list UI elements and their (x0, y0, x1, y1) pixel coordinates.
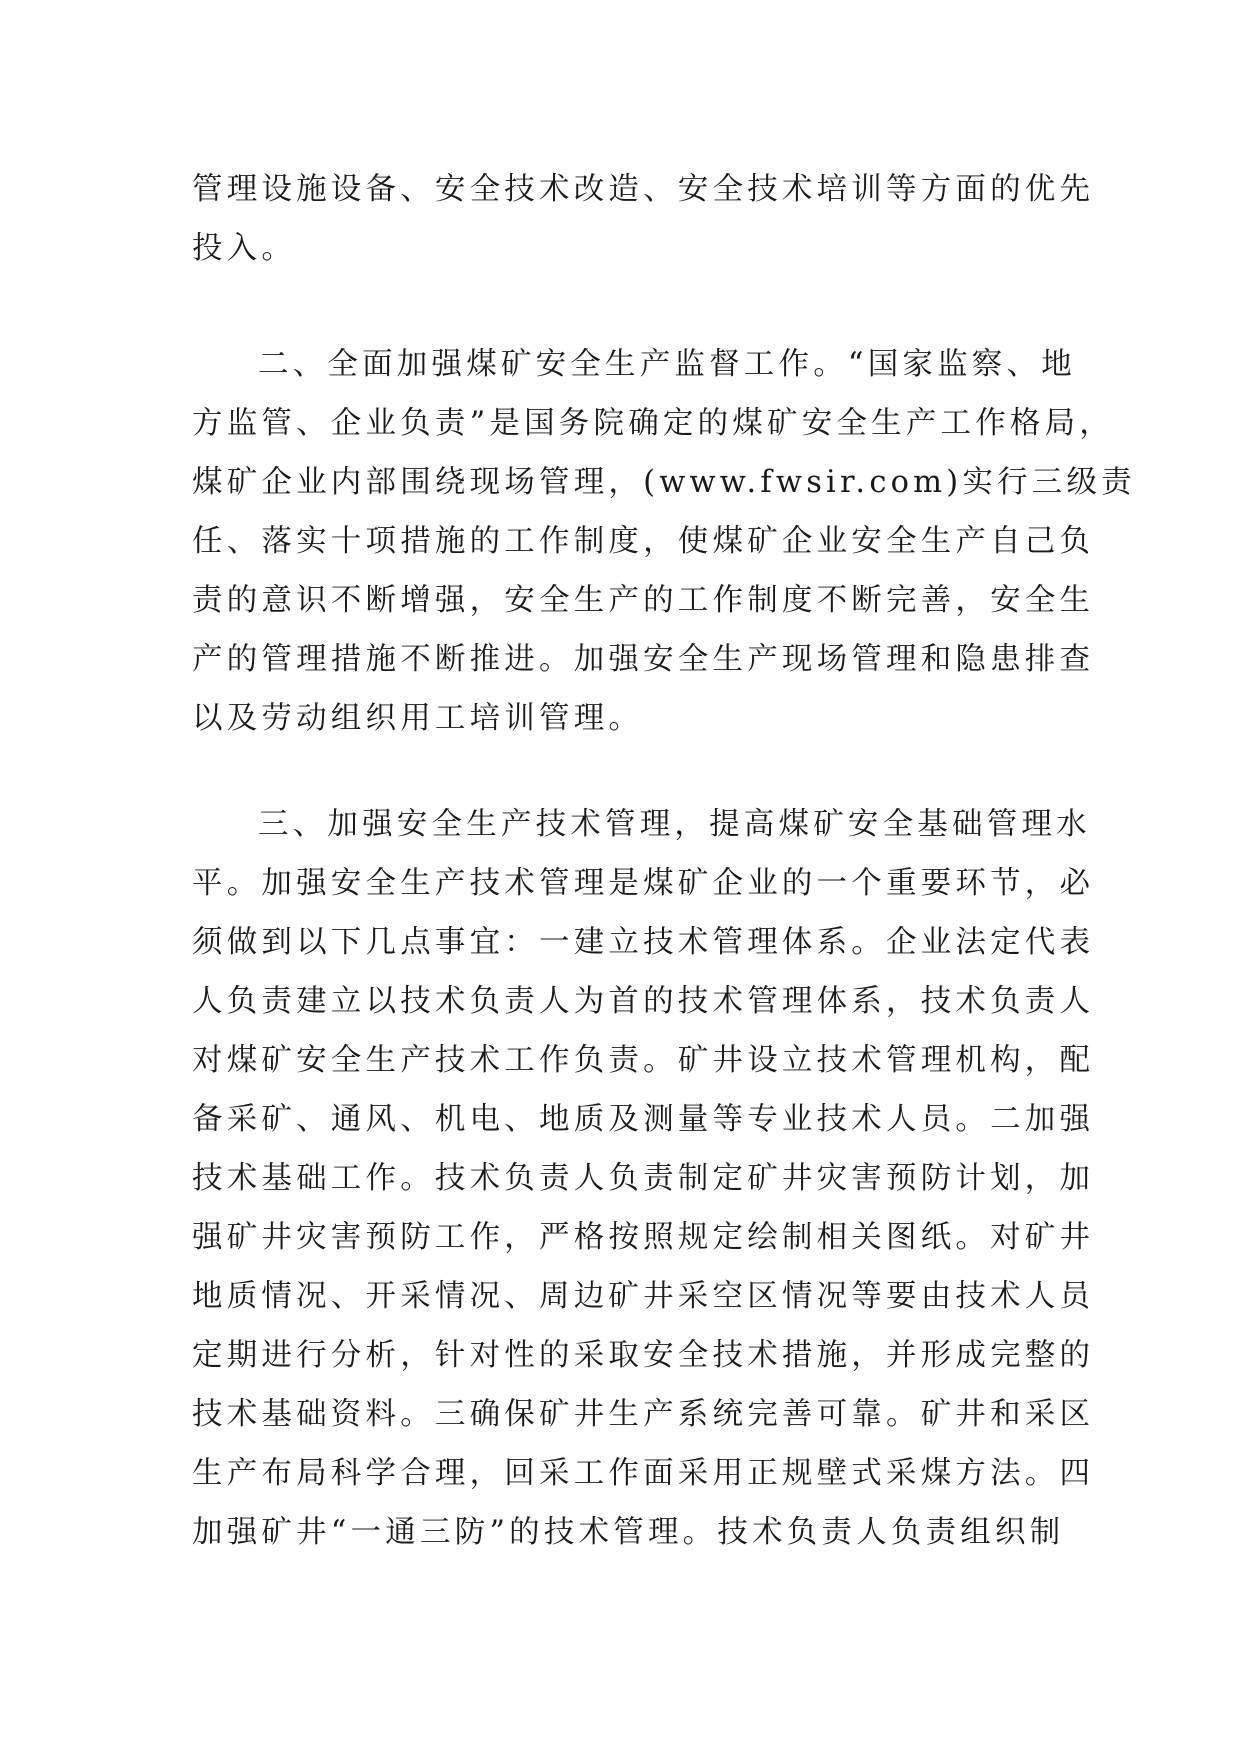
text-line: 生产布局科学合理，回采工作面采用正规壁式采煤方法。四 (192, 1456, 1095, 1491)
text-line: 强矿井灾害预防工作，严格按照规定绘制相关图纸。对矿井 (192, 1220, 1095, 1255)
text-line: 备采矿、通风、机电、地质及测量等专业技术人员。二加强 (192, 1102, 1095, 1137)
text-line: 须做到以下几点事宜：一建立技术管理体系。企业法定代表 (192, 925, 1095, 960)
text-line: 投入。 (192, 231, 297, 266)
text-line: 产的管理措施不断推进。加强安全生产现场管理和隐患排查 (192, 642, 1095, 677)
paragraph-continuation (192, 160, 1095, 278)
text-line: 任、落实十项措施的工作制度，使煤矿企业安全生产自己负 (192, 524, 1095, 559)
text-line: 管理设施设备、安全技术改造、安全技术培训等方面的优先 (192, 172, 1095, 207)
text-line: 以及劳动组织用工培训管理。 (192, 701, 644, 736)
text-line: 技术基础资料。三确保矿井生产系统完善可靠。矿井和采区 (192, 1397, 1095, 1432)
text-line: 责的意识不断增强，安全生产的工作制度不断完善，安全生 (192, 583, 1095, 618)
text-line: 平。加强安全生产技术管理是煤矿企业的一个重要环节，必 (192, 866, 1095, 901)
paragraph-supervision (192, 335, 1136, 748)
text-line: 加强矿井“一通三防”的技术管理。技术负责人负责组织制 (192, 1515, 1065, 1550)
text-line: 技术基础工作。技术负责人负责制定矿井灾害预防计划，加 (192, 1161, 1095, 1196)
text-line: 三、加强安全生产技术管理，提高煤矿安全基础管理水 (258, 807, 1091, 842)
text-line: 二、全面加强煤矿安全生产监督工作。“国家监察、地 (258, 347, 1076, 382)
text-line: 定期进行分析，针对性的采取安全技术措施，并形成完整的 (192, 1338, 1095, 1373)
text-line: 方监管、企业负责”是国务院确定的煤矿安全生产工作格局， (192, 406, 1114, 441)
text-line: 人负责建立以技术负责人为首的技术管理体系，技术负责人 (192, 984, 1095, 1019)
paragraph-technical-management (192, 795, 1095, 1562)
text-line: 地质情况、开采情况、周边矿井采空区情况等要由技术人员 (192, 1279, 1095, 1314)
text-line: 对煤矿安全生产技术工作负责。矿井设立技术管理机构，配 (192, 1043, 1095, 1078)
text-line: 煤矿企业内部围绕现场管理，(www.fwsir.com)实行三级责 (192, 465, 1136, 500)
